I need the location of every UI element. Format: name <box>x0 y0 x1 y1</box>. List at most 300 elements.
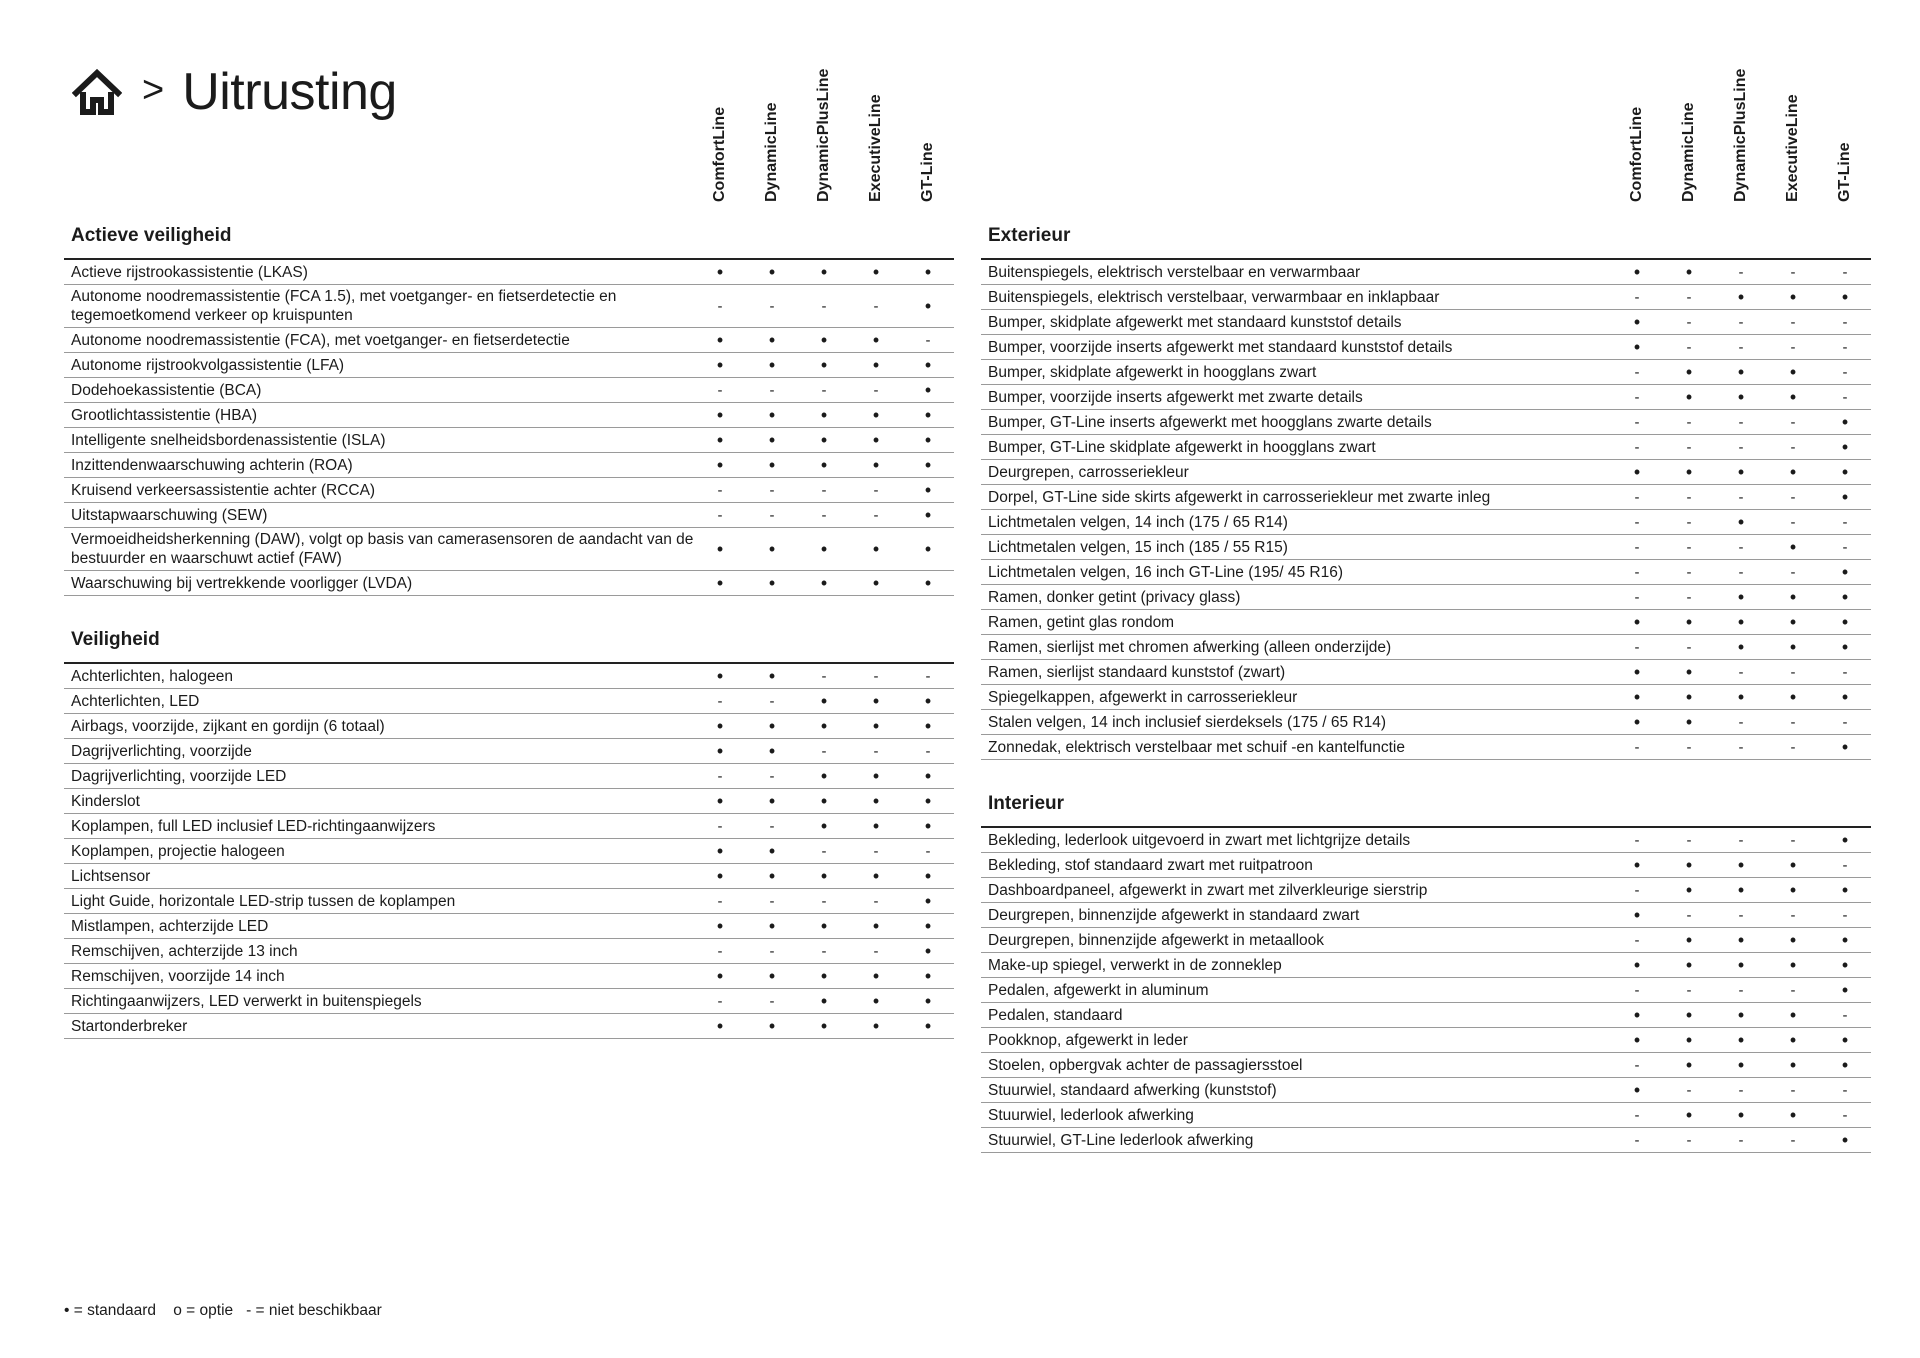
row-label: Stoelen, opbergvak achter de passagiersstoel <box>988 1056 1303 1074</box>
availability-cell: - <box>1686 563 1692 581</box>
column-header-label: DynamicPlusLine <box>1732 68 1749 202</box>
availability-cell: • <box>924 965 932 986</box>
availability-cell: - <box>769 992 775 1010</box>
availability-cell: • <box>1789 461 1797 482</box>
row-label: Vermoeidheidsherkenning (DAW), volgt op basis van camerasensoren de aandacht van de bestuurder en waarschuwt actief (FAW) <box>71 531 694 567</box>
row-label: Grootlichtassistentie (HBA) <box>71 406 258 424</box>
availability-cell: - <box>1686 488 1692 506</box>
table-row <box>981 410 1871 435</box>
column-header-gt-line <box>1819 70 1871 220</box>
availability-cell: • <box>1633 954 1641 975</box>
availability-cell: • <box>924 1015 932 1036</box>
availability-cell: • <box>716 665 724 686</box>
table-row <box>981 635 1871 660</box>
availability-cell: • <box>1789 1104 1797 1125</box>
row-label: Lichtmetalen velgen, 14 inch (175 / 65 R14) <box>988 513 1288 531</box>
legend: • = standaard o = optie - = niet beschikbaar <box>64 1302 382 1319</box>
availability-cell: • <box>1841 929 1849 950</box>
row-label: Richtingaanwijzers, LED verwerkt in buitenspiegels <box>71 992 422 1010</box>
table-row <box>64 739 954 764</box>
availability-cell: - <box>1738 488 1744 506</box>
availability-cell: - <box>1634 831 1640 849</box>
availability-cell: - <box>873 381 879 399</box>
table-row <box>981 435 1871 460</box>
column-header-executiveline <box>850 70 902 220</box>
availability-cell: - <box>717 297 723 315</box>
row-label: Dashboardpaneel, afgewerkt in zwart met zilverkleurige sierstrip <box>988 881 1428 899</box>
table-row <box>64 478 954 503</box>
availability-cell: • <box>1789 1004 1797 1025</box>
availability-cell: - <box>1842 538 1848 556</box>
availability-cell: • <box>1633 1079 1641 1100</box>
table-row <box>981 360 1871 385</box>
availability-cell: - <box>769 297 775 315</box>
table-row <box>64 285 954 328</box>
availability-cell: • <box>924 295 932 316</box>
availability-cell: • <box>1789 611 1797 632</box>
table-row <box>981 585 1871 610</box>
availability-cell: - <box>821 481 827 499</box>
availability-cell: • <box>1789 361 1797 382</box>
row-label: Autonome noodremassistentie (FCA), met voetganger- en fietserdetectie <box>71 331 570 349</box>
column-header-label: DynamicLine <box>1680 102 1697 202</box>
availability-cell: • <box>1685 1004 1693 1025</box>
row-label: Stalen velgen, 14 inch inclusief sierdeksels (175 / 65 R14) <box>988 713 1387 731</box>
availability-cell: • <box>1737 1004 1745 1025</box>
section <box>981 794 1871 1153</box>
availability-cell: • <box>1841 286 1849 307</box>
availability-cell: - <box>925 842 931 860</box>
availability-cell: • <box>1841 611 1849 632</box>
availability-cell: - <box>769 506 775 524</box>
row-label: Kinderslot <box>71 792 140 810</box>
availability-cell: • <box>1685 611 1693 632</box>
availability-cell: • <box>768 740 776 761</box>
availability-cell: - <box>1634 413 1640 431</box>
row-label: Autonome noodremassistentie (FCA 1.5), met voetganger- en fietserdetectie en tegemoetkomend verkeer op kruispunten <box>71 288 617 324</box>
availability-cell: - <box>873 667 879 685</box>
column-header-label: DynamicPlusLine <box>815 68 832 202</box>
availability-cell: • <box>872 790 880 811</box>
availability-cell: • <box>1685 711 1693 732</box>
availability-cell: • <box>716 1015 724 1036</box>
availability-cell: • <box>1737 611 1745 632</box>
availability-cell: • <box>820 815 828 836</box>
availability-cell: • <box>1633 261 1641 282</box>
column-header-label: ComfortLine <box>1628 106 1645 202</box>
table-row <box>64 939 954 964</box>
availability-cell: • <box>820 715 828 736</box>
availability-cell: • <box>1737 461 1745 482</box>
availability-cell: • <box>1685 1054 1693 1075</box>
availability-cell: - <box>1842 1106 1848 1124</box>
row-label: Bumper, voorzijde inserts afgewerkt met zwarte details <box>988 388 1363 406</box>
availability-cell: • <box>716 329 724 350</box>
availability-cell: - <box>1842 263 1848 281</box>
availability-cell: - <box>1790 513 1796 531</box>
row-label: Deurgrepen, binnenzijde afgewerkt in metaallook <box>988 931 1325 949</box>
column-headers <box>64 70 954 220</box>
availability-cell: - <box>1634 538 1640 556</box>
table-row <box>64 839 954 864</box>
availability-cell: • <box>1737 686 1745 707</box>
availability-cell: - <box>1686 831 1692 849</box>
availability-cell: • <box>1841 411 1849 432</box>
row-label: Stuurwiel, GT-Line lederlook afwerking <box>988 1131 1254 1149</box>
availability-cell: - <box>769 692 775 710</box>
availability-cell: - <box>1738 906 1744 924</box>
availability-cell: • <box>872 1015 880 1036</box>
row-label: Light Guide, horizontale LED-strip tussen de koplampen <box>71 892 456 910</box>
row-label: Ramen, sierlijst standaard kunststof (zwart) <box>988 663 1286 681</box>
availability-cell: • <box>1685 361 1693 382</box>
availability-cell: • <box>872 965 880 986</box>
availability-cell: • <box>768 665 776 686</box>
availability-cell: • <box>872 990 880 1011</box>
row-label: Mistlampen, achterzijde LED <box>71 917 269 935</box>
table-row <box>64 989 954 1014</box>
availability-cell: - <box>1634 488 1640 506</box>
left-sections <box>64 226 954 1039</box>
availability-cell: • <box>1633 311 1641 332</box>
availability-cell: • <box>1737 286 1745 307</box>
availability-cell: - <box>1634 981 1640 999</box>
availability-cell: • <box>872 404 880 425</box>
availability-cell: • <box>1789 286 1797 307</box>
table-row <box>981 853 1871 878</box>
availability-cell: • <box>1737 636 1745 657</box>
table-row <box>64 964 954 989</box>
table-row <box>981 953 1871 978</box>
section-title: Interieur <box>988 793 1065 814</box>
availability-cell: - <box>717 942 723 960</box>
availability-cell: • <box>924 572 932 593</box>
availability-cell: • <box>872 715 880 736</box>
availability-cell: - <box>873 506 879 524</box>
availability-cell: • <box>1633 686 1641 707</box>
section <box>64 630 954 1039</box>
table-row <box>981 610 1871 635</box>
availability-cell: • <box>1789 686 1797 707</box>
availability-cell: • <box>924 538 932 559</box>
availability-cell: - <box>1738 663 1744 681</box>
row-label: Bekleding, stof standaard zwart met ruitpatroon <box>988 856 1313 874</box>
availability-cell: • <box>1685 879 1693 900</box>
availability-cell: • <box>1841 636 1849 657</box>
row-label: Dagrijverlichting, voorzijde LED <box>71 767 287 785</box>
availability-cell: - <box>769 892 775 910</box>
availability-cell: • <box>820 990 828 1011</box>
availability-cell: • <box>1685 1104 1693 1125</box>
availability-cell: • <box>768 965 776 986</box>
table-row <box>981 1003 1871 1028</box>
availability-cell: - <box>1634 1106 1640 1124</box>
availability-cell: • <box>1633 854 1641 875</box>
row-label: Pedalen, afgewerkt in aluminum <box>988 981 1209 999</box>
row-label: Buitenspiegels, elektrisch verstelbaar, verwarmbaar en inklapbaar <box>988 288 1440 306</box>
availability-cell: • <box>1737 361 1745 382</box>
availability-cell: • <box>1685 261 1693 282</box>
availability-cell: • <box>872 429 880 450</box>
availability-cell: • <box>1633 904 1641 925</box>
availability-cell: • <box>1841 486 1849 507</box>
availability-cell: • <box>716 404 724 425</box>
availability-cell: • <box>1841 979 1849 1000</box>
table-row <box>64 260 954 285</box>
availability-cell: • <box>768 429 776 450</box>
row-label: Dagrijverlichting, voorzijde <box>71 742 252 760</box>
availability-cell: • <box>1789 636 1797 657</box>
availability-cell: • <box>716 354 724 375</box>
availability-cell: • <box>1841 954 1849 975</box>
availability-cell: - <box>1790 413 1796 431</box>
table-row <box>981 335 1871 360</box>
availability-cell: - <box>1634 931 1640 949</box>
availability-cell: - <box>1842 513 1848 531</box>
availability-cell: • <box>1841 586 1849 607</box>
availability-cell: - <box>1738 1081 1744 1099</box>
availability-cell: • <box>1789 879 1797 900</box>
availability-cell: • <box>872 915 880 936</box>
availability-cell: - <box>1842 856 1848 874</box>
availability-cell: • <box>768 790 776 811</box>
availability-cell: • <box>1841 736 1849 757</box>
availability-cell: • <box>716 715 724 736</box>
availability-cell: • <box>924 379 932 400</box>
availability-cell: - <box>717 767 723 785</box>
column-header-label: GT-Line <box>919 142 936 202</box>
availability-cell: • <box>1633 461 1641 482</box>
table-row <box>981 928 1871 953</box>
section <box>64 226 954 596</box>
availability-cell: • <box>924 940 932 961</box>
availability-cell: • <box>1789 386 1797 407</box>
table-row <box>981 485 1871 510</box>
column-header-executiveline <box>1767 70 1819 220</box>
availability-cell: • <box>716 429 724 450</box>
availability-cell: • <box>924 690 932 711</box>
row-label: Deurgrepen, carrosseriekleur <box>988 463 1189 481</box>
table-row <box>981 285 1871 310</box>
availability-cell: • <box>820 915 828 936</box>
availability-cell: - <box>1790 488 1796 506</box>
availability-cell: - <box>1686 438 1692 456</box>
equipment-table <box>981 826 1871 1153</box>
section-title: Actieve veiligheid <box>71 225 232 246</box>
availability-cell: - <box>1686 1081 1692 1099</box>
availability-cell: • <box>872 538 880 559</box>
availability-cell: - <box>1686 413 1692 431</box>
availability-cell: • <box>924 504 932 525</box>
availability-cell: • <box>716 840 724 861</box>
availability-cell: - <box>1686 513 1692 531</box>
row-label: Stuurwiel, standaard afwerking (kunststof) <box>988 1081 1277 1099</box>
availability-cell: • <box>768 840 776 861</box>
availability-cell: - <box>821 297 827 315</box>
availability-cell: • <box>1685 386 1693 407</box>
availability-cell: • <box>924 261 932 282</box>
row-label: Dodehoekassistentie (BCA) <box>71 381 262 399</box>
row-label: Make-up spiegel, verwerkt in de zonneklep <box>988 956 1282 974</box>
availability-cell: • <box>1841 561 1849 582</box>
availability-cell: - <box>769 767 775 785</box>
table-row <box>981 660 1871 685</box>
availability-cell: - <box>1842 338 1848 356</box>
table-row <box>64 789 954 814</box>
table-row <box>981 978 1871 1003</box>
availability-cell: - <box>717 481 723 499</box>
table-row <box>64 864 954 889</box>
table-row <box>64 528 954 571</box>
availability-cell: - <box>717 381 723 399</box>
availability-cell: - <box>1790 831 1796 849</box>
breadcrumb-separator: > <box>142 69 165 111</box>
availability-cell: • <box>768 915 776 936</box>
availability-cell: • <box>924 715 932 736</box>
availability-cell: - <box>1686 538 1692 556</box>
availability-cell: • <box>1841 461 1849 482</box>
left-column <box>64 70 954 1073</box>
availability-cell: - <box>1634 513 1640 531</box>
row-label: Spiegelkappen, afgewerkt in carrosseriekleur <box>988 688 1298 706</box>
availability-cell: • <box>872 865 880 886</box>
row-label: Kruisend verkeersassistentie achter (RCCA) <box>71 481 376 499</box>
row-label: Lichtmetalen velgen, 15 inch (185 / 55 R15) <box>988 538 1288 556</box>
availability-cell: - <box>1634 1056 1640 1074</box>
row-label: Bumper, GT-Line skidplate afgewerkt in hoogglans zwart <box>988 438 1376 456</box>
availability-cell: • <box>872 354 880 375</box>
availability-cell: - <box>717 506 723 524</box>
row-label: Ramen, donker getint (privacy glass) <box>988 588 1241 606</box>
availability-cell: • <box>768 1015 776 1036</box>
availability-cell: • <box>1789 1029 1797 1050</box>
availability-cell: - <box>1738 538 1744 556</box>
availability-cell: - <box>1634 738 1640 756</box>
column-header-label: DynamicLine <box>763 102 780 202</box>
availability-cell: - <box>1790 906 1796 924</box>
availability-cell: • <box>1789 586 1797 607</box>
availability-cell: - <box>1686 338 1692 356</box>
availability-cell: • <box>820 690 828 711</box>
availability-cell: - <box>821 892 827 910</box>
row-label: Bumper, skidplate afgewerkt in hoogglans zwart <box>988 363 1317 381</box>
table-row <box>981 1128 1871 1153</box>
availability-cell: • <box>1685 461 1693 482</box>
column-header-dynamicline <box>1663 70 1715 220</box>
availability-cell: • <box>820 329 828 350</box>
availability-cell: • <box>716 740 724 761</box>
table-row <box>64 889 954 914</box>
availability-cell: - <box>1738 981 1744 999</box>
availability-cell: • <box>924 815 932 836</box>
table-row <box>981 560 1871 585</box>
availability-cell: - <box>1634 881 1640 899</box>
availability-cell: • <box>820 429 828 450</box>
column-header-dynamicplusline <box>1715 70 1767 220</box>
availability-cell: - <box>1686 638 1692 656</box>
availability-cell: • <box>1789 854 1797 875</box>
availability-cell: - <box>1686 981 1692 999</box>
column-header-label: ExecutiveLine <box>1784 94 1801 202</box>
table-row <box>981 685 1871 710</box>
equipment-table <box>981 258 1871 760</box>
availability-cell: - <box>1634 563 1640 581</box>
availability-cell: • <box>820 454 828 475</box>
row-label: Remschijven, achterzijde 13 inch <box>71 942 298 960</box>
availability-cell: - <box>1738 338 1744 356</box>
availability-cell: • <box>924 865 932 886</box>
availability-cell: - <box>1634 438 1640 456</box>
availability-cell: • <box>820 865 828 886</box>
availability-cell: • <box>768 572 776 593</box>
table-row <box>64 689 954 714</box>
row-label: Ramen, sierlijst met chromen afwerking (alleen onderzijde) <box>988 638 1392 656</box>
availability-cell: • <box>1737 1104 1745 1125</box>
column-header-dynamicplusline <box>798 70 850 220</box>
table-row <box>981 903 1871 928</box>
row-label: Bumper, skidplate afgewerkt met standaard kunststof details <box>988 313 1402 331</box>
availability-cell: • <box>872 690 880 711</box>
availability-cell: - <box>1842 388 1848 406</box>
row-label: Lichtmetalen velgen, 16 inch GT-Line (195/ 45 R16) <box>988 563 1343 581</box>
availability-cell: • <box>716 915 724 936</box>
availability-cell: • <box>820 765 828 786</box>
row-label: Koplampen, full LED inclusief LED-richtingaanwijzers <box>71 817 436 835</box>
availability-cell: - <box>1790 1081 1796 1099</box>
availability-cell: • <box>1789 929 1797 950</box>
availability-cell: - <box>925 742 931 760</box>
availability-cell: - <box>769 942 775 960</box>
availability-cell: • <box>768 261 776 282</box>
column-header-comfortline <box>1611 70 1663 220</box>
availability-cell: - <box>1738 413 1744 431</box>
table-row <box>981 828 1871 853</box>
table-row <box>64 664 954 689</box>
row-label: Startonderbreker <box>71 1017 188 1035</box>
availability-cell: • <box>768 865 776 886</box>
row-label: Waarschuwing bij vertrekkende voorligger (LVDA) <box>71 574 413 592</box>
availability-cell: - <box>821 381 827 399</box>
availability-cell: - <box>1790 738 1796 756</box>
table-row <box>981 535 1871 560</box>
equipment-table <box>64 258 954 596</box>
availability-cell: - <box>717 817 723 835</box>
row-label: Remschijven, voorzijde 14 inch <box>71 967 285 985</box>
table-row <box>981 1078 1871 1103</box>
availability-cell: • <box>1789 536 1797 557</box>
row-label: Uitstapwaarschuwing (SEW) <box>71 506 268 524</box>
availability-cell: - <box>821 742 827 760</box>
availability-cell: • <box>1841 686 1849 707</box>
availability-cell: • <box>872 261 880 282</box>
right-column <box>981 70 1871 1187</box>
availability-cell: - <box>1790 663 1796 681</box>
availability-cell: • <box>1737 854 1745 875</box>
availability-cell: • <box>1737 586 1745 607</box>
availability-cell: • <box>1685 954 1693 975</box>
availability-cell: • <box>768 404 776 425</box>
availability-cell: - <box>1686 738 1692 756</box>
row-label: Dorpel, GT-Line side skirts afgewerkt in carrosseriekleur met zwarte inleg <box>988 488 1491 506</box>
row-label: Koplampen, projectie halogeen <box>71 842 285 860</box>
table-row <box>981 710 1871 735</box>
availability-cell: • <box>1737 511 1745 532</box>
row-label: Zonnedak, elektrisch verstelbaar met schuif -en kantelfunctie <box>988 738 1405 756</box>
table-row <box>64 428 954 453</box>
table-row <box>64 1014 954 1039</box>
availability-cell: - <box>1738 1131 1744 1149</box>
availability-cell: • <box>716 454 724 475</box>
